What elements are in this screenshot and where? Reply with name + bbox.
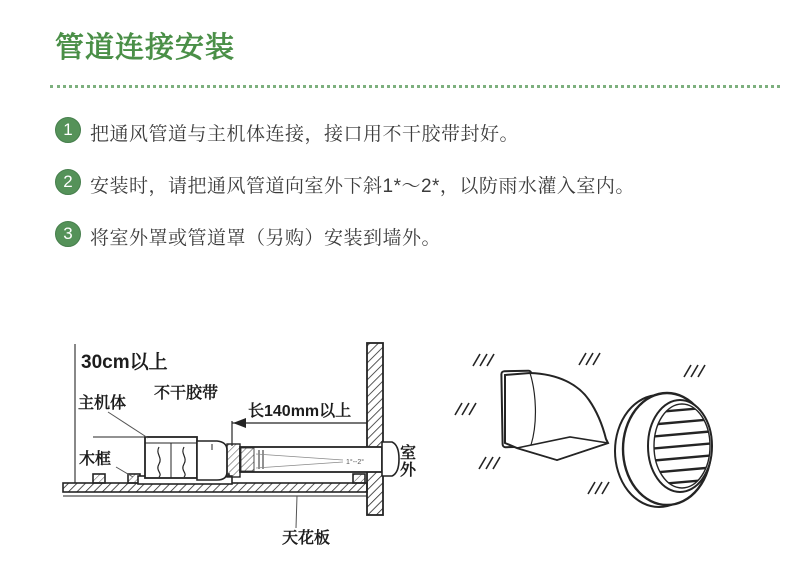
installation-diagram [60, 330, 740, 560]
step-text: 把通风管道与主机体连接，接口用不干胶带封好。 [90, 124, 520, 145]
round-vent-cover [615, 393, 718, 507]
label-slope: 1°--2° [346, 459, 365, 466]
label-wood-frame: 木框 [79, 451, 112, 468]
duct-pipe [240, 442, 399, 476]
wall [367, 343, 383, 515]
step-number-badge: 3 [55, 221, 81, 247]
step-text: 将室外罩或管道罩（另购）安装到墙外。 [90, 228, 442, 249]
step-number-badge: 2 [55, 169, 81, 195]
page-title: 管道连接安装 [55, 32, 236, 64]
label-clearance: 30cm以上 [81, 352, 168, 373]
step-number-badge: 1 [55, 117, 81, 143]
duct-length-dimension [232, 418, 367, 446]
label-duct-length: 长140mm以上 [248, 403, 352, 420]
duct-end-cap [382, 442, 399, 476]
step-text: 安装时，请把通风管道向室外下斜1*～2*，以防雨水灌入室内。 [90, 176, 635, 197]
label-ceiling: 天花板 [282, 530, 331, 547]
hood-vent-cover [501, 371, 608, 460]
dotted-separator [50, 85, 780, 88]
label-tape: 不干胶带 [154, 385, 219, 402]
tape-joint [227, 444, 240, 477]
label-main-unit: 主机体 [78, 395, 127, 412]
label-outdoor-bottom: 外 [400, 462, 417, 479]
label-outdoor-top: 室 [400, 445, 417, 462]
